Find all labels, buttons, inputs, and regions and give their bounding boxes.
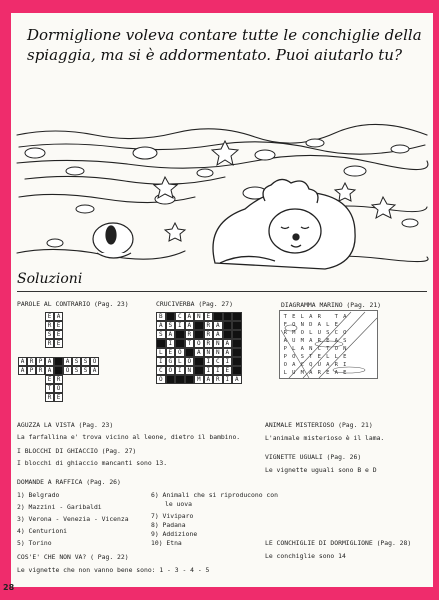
cruciverba-black-cell	[194, 321, 204, 330]
cruciverba-row	[156, 312, 242, 321]
diagramma-letter: O	[343, 330, 347, 336]
cruciverba-cell: A	[194, 348, 204, 357]
diagramma-letter: O	[292, 354, 296, 360]
diagramma-letter: Q	[309, 362, 313, 368]
grid-cell: R	[36, 366, 45, 375]
cruciverba-black-cell	[194, 357, 204, 366]
page-sheet	[11, 13, 433, 587]
cruciverba-black-cell	[232, 348, 242, 357]
domanda-answer: 10) Etna	[151, 539, 182, 547]
cruciverba-black-cell	[223, 321, 233, 330]
cruciverba-cell: A	[213, 330, 223, 339]
cruciverba-cell: I	[175, 321, 185, 330]
domanda-answer: 5) Torino	[17, 539, 52, 547]
grid-cell: O	[90, 357, 99, 366]
cruciverba-black-cell	[223, 312, 233, 321]
diagramma-letter: I	[343, 362, 347, 368]
cruciverba-row	[156, 366, 242, 375]
cruciverba-row	[156, 357, 242, 366]
diagramma-row	[281, 353, 375, 361]
domanda-answer: 1) Belgrado	[17, 491, 60, 499]
cruciverba-black-cell	[185, 375, 195, 384]
cruciverba-cell: A	[223, 339, 233, 348]
animale-label: ANIMALE MISTERIOSO (Pag. 21)	[265, 421, 373, 429]
diagramma-letter: T	[283, 314, 287, 320]
diagramma-letter: O	[292, 322, 296, 328]
diagramma-letter: L	[292, 346, 296, 352]
cruciverba-cell: A	[204, 375, 214, 384]
diagramma-letter: C	[334, 330, 338, 336]
cruciverba-cell: A	[156, 321, 166, 330]
conchiglie-text: Le conchiglie sono 14	[265, 552, 346, 560]
cruciverba-row	[156, 330, 242, 339]
cruciverba-cell: I	[204, 357, 214, 366]
parole-al-contrario-label: PAROLE AL CONTRARIO (Pag. 23)	[17, 300, 129, 308]
cruciverba-black-cell	[232, 366, 242, 375]
cruciverba-cell: E	[166, 348, 176, 357]
diagramma-letter	[324, 313, 333, 321]
diagramma-letter: E	[343, 354, 347, 360]
cruciverba-cell: R	[213, 375, 223, 384]
diagramma-letter: C	[317, 346, 321, 352]
diagramma-letter	[341, 321, 350, 329]
grid-cell: E	[45, 375, 54, 384]
diagramma-letter: E	[326, 370, 330, 376]
grid-cell: P	[36, 357, 45, 366]
diagramma-letter: L	[326, 354, 330, 360]
cruciverba-black-cell	[175, 339, 185, 348]
domanda-answer: 8) Padana	[151, 521, 186, 529]
cruciverba-cell: I	[223, 375, 233, 384]
cruciverba-cell: C	[175, 312, 185, 321]
diagramma-row	[281, 321, 375, 329]
grid-cell: R	[45, 321, 54, 330]
conchiglie-label: LE CONCHIGLIE DI DORMIGLIONE (Pag. 28)	[265, 539, 412, 547]
grid-cell: S	[81, 357, 90, 366]
diagramma-letter: A	[317, 322, 321, 328]
grid-cell: O	[63, 366, 72, 375]
cruciverba-black-cell	[232, 321, 242, 330]
diagramma-letter: L	[300, 314, 304, 320]
cruciverba-black-cell	[175, 330, 185, 339]
diagramma-letter: F	[283, 322, 287, 328]
cruciverba-cell: I	[156, 357, 166, 366]
cruciverba-cell: O	[194, 339, 204, 348]
diagramma-letter: A	[343, 314, 347, 320]
grid-cell: A	[18, 357, 27, 366]
cruciverba-cell: S	[156, 330, 166, 339]
grid-cell-black	[54, 366, 63, 375]
cruciverba-black-cell	[166, 375, 176, 384]
cruciverba-cell: I	[213, 366, 223, 375]
diagramma-row	[281, 369, 375, 377]
diagramma-letter: E	[317, 354, 321, 360]
diagramma-marino-grid	[281, 313, 375, 401]
grid-cell: E	[54, 321, 63, 330]
domanda-answer: 7) Viviparo	[151, 512, 194, 520]
cruciverba-cell: A	[232, 375, 242, 384]
grid-cell: S	[72, 366, 81, 375]
grid-cell-black	[54, 357, 63, 366]
diagramma-letter: U	[317, 330, 321, 336]
diagramma-marino-label: DIAGRAMMA MARINO (Pag. 21)	[281, 301, 382, 309]
beach-illustration	[15, 113, 429, 273]
cruciverba-black-cell	[223, 330, 233, 339]
grid-cell: R	[27, 357, 36, 366]
diagramma-letter: A	[300, 346, 304, 352]
diagramma-letter: M	[292, 330, 296, 336]
cruciverba-cell: N	[185, 366, 195, 375]
cruciverba-cell: A	[185, 312, 195, 321]
cruciverba-cell: N	[194, 312, 204, 321]
diagramma-letter: N	[300, 322, 304, 328]
diagramma-letter: S	[326, 330, 330, 336]
grid-cell: T	[45, 384, 54, 393]
cruciverba-cell: A	[213, 321, 223, 330]
diagramma-letter: A	[283, 338, 287, 344]
cruciverba-cell: M	[194, 375, 204, 384]
diagramma-letter: E	[326, 338, 330, 344]
page-number: 28	[3, 583, 15, 592]
puzzle-title: Dormiglione voleva contare tutte le conchiglie della spiaggia, ma si è addormentato. Puoi aiutarlo tu?	[27, 26, 422, 64]
diagramma-letter: L	[309, 330, 313, 336]
domanda-answer: 3) Verona - Venezia - Vicenza	[17, 515, 129, 523]
cruciverba-black-cell	[185, 348, 195, 357]
cruciverba-cell: A	[185, 321, 195, 330]
grid-cell: A	[90, 366, 99, 375]
diagramma-row	[281, 337, 375, 345]
diagramma-letter: A	[334, 338, 338, 344]
cruciverba-label: CRUCIVERBA (Pag. 27)	[156, 300, 233, 308]
diagramma-letter: R	[317, 338, 321, 344]
domanda-answer: 9) Addizione	[151, 530, 198, 538]
grid-cell: A	[18, 366, 27, 375]
diagramma-letter: U	[292, 370, 296, 376]
diagramma-letter: S	[343, 338, 347, 344]
cruciverba-cell: O	[185, 357, 195, 366]
grid-cell: A	[63, 357, 72, 366]
grid-cell: R	[45, 393, 54, 402]
diagramma-letter: E	[292, 314, 296, 320]
diagramma-letter: T	[326, 346, 330, 352]
cruciverba-black-cell	[156, 339, 166, 348]
cruciverba-cell: A	[223, 348, 233, 357]
diagramma-letter: R	[317, 314, 321, 320]
cruciverba-cell: I	[175, 366, 185, 375]
cruciverba-cell: A	[166, 330, 176, 339]
cruciverba-cell: O	[175, 348, 185, 357]
diagramma-letter: O	[334, 346, 338, 352]
cruciverba-black-cell	[194, 366, 204, 375]
diagramma-letter: A	[309, 314, 313, 320]
cruciverba-black-cell	[232, 339, 242, 348]
solutions-heading: Soluzioni	[17, 271, 83, 287]
cruciverba-cell: S	[166, 321, 176, 330]
grid-cell: E	[54, 339, 63, 348]
cruciverba-row	[156, 348, 242, 357]
grid-cell: A	[45, 357, 54, 366]
domanda-answer: le uova	[165, 500, 192, 508]
grid-cell: E	[54, 393, 63, 402]
grid-cell: S	[81, 366, 90, 375]
cruciverba-cell: R	[204, 330, 214, 339]
cruciverba-cell: N	[213, 348, 223, 357]
diagramma-letter: S	[300, 354, 304, 360]
aguzza-text: La farfallina e' trova vicino al leone, dietro il bambino.	[17, 433, 241, 441]
grid-cell: R	[54, 375, 63, 384]
diagramma-letter: A	[309, 338, 313, 344]
diagramma-letter: E	[334, 322, 338, 328]
cruciverba-cell: N	[204, 348, 214, 357]
diagramma-letter: N	[343, 346, 347, 352]
cruciverba-grid	[156, 312, 242, 384]
diagramma-row	[281, 313, 375, 321]
diagramma-letter: A	[334, 370, 338, 376]
cruciverba-cell: T	[185, 339, 195, 348]
cruciverba-cell: C	[213, 357, 223, 366]
aguzza-label: AGUZZA LA VISTA (Pag. 23)	[17, 421, 114, 429]
diagramma-letter: M	[300, 370, 304, 376]
cruciverba-cell: R	[204, 321, 214, 330]
cruciverba-row	[156, 375, 242, 384]
diagramma-letter: R	[283, 330, 287, 336]
diagramma-letter: U	[317, 362, 321, 368]
grid-cell: S	[72, 357, 81, 366]
cruciverba-cell: I	[223, 357, 233, 366]
diagramma-letter: O	[283, 362, 287, 368]
domande-label: DOMANDE A RAFFICA (Pag. 26)	[17, 478, 121, 486]
grid-cell: E	[54, 330, 63, 339]
domanda-answer: 2) Mazzini - Garibaldi	[17, 503, 102, 511]
diagramma-letter: A	[309, 370, 313, 376]
cruciverba-cell: B	[156, 312, 166, 321]
cruciverba-row	[156, 321, 242, 330]
cruciverba-black-cell	[194, 330, 204, 339]
blocchi-text: I blocchi di ghiaccio mancanti sono 13.	[17, 459, 168, 467]
grid-cell: A	[54, 312, 63, 321]
cruciverba-cell: I	[204, 366, 214, 375]
diagramma-row	[281, 329, 375, 337]
diagramma-letter: L	[283, 370, 287, 376]
diagramma-letter	[349, 321, 358, 329]
cruciverba-black-cell	[166, 312, 176, 321]
cruciverba-black-cell	[175, 375, 185, 384]
cruciverba-black-cell	[232, 357, 242, 366]
cose-label: COS'E' CHE NON VA? ( Pag. 22)	[17, 553, 129, 561]
diagramma-letter: R	[334, 362, 338, 368]
cruciverba-cell: L	[175, 357, 185, 366]
diagramma-letter: C	[300, 362, 304, 368]
diagramma-letter: R	[317, 370, 321, 376]
cruciverba-cell: O	[166, 366, 176, 375]
diagramma-letter: T	[309, 354, 313, 360]
diagramma-letter: U	[292, 338, 296, 344]
cruciverba-black-cell	[213, 312, 223, 321]
cruciverba-cell: G	[166, 357, 176, 366]
diagramma-letter: N	[309, 346, 313, 352]
vignette-text: Le vignette uguali sono B e D	[265, 466, 377, 474]
cruciverba-black-cell	[232, 330, 242, 339]
grid-cell: A	[45, 366, 54, 375]
grid-cell: S	[45, 330, 54, 339]
cruciverba-cell: C	[156, 366, 166, 375]
blocchi-label: I BLOCCHI DI GHIACCIO (Pag. 27)	[17, 447, 137, 455]
diagramma-letter: D	[309, 322, 313, 328]
diagramma-letter: P	[283, 346, 287, 352]
cruciverba-black-cell	[232, 312, 242, 321]
domanda-answer: 4) Centurioni	[17, 527, 68, 535]
grid-cell: O	[54, 384, 63, 393]
vignette-label: VIGNETTE UGUALI (Pag. 26)	[265, 453, 362, 461]
cruciverba-cell: I	[166, 339, 176, 348]
domanda-answer: 6) Animali che si riproducono con	[151, 491, 278, 499]
diagramma-letter: T	[334, 314, 338, 320]
grid-cell: R	[45, 339, 54, 348]
grid-cell: P	[27, 366, 36, 375]
diagramma-row	[281, 361, 375, 369]
cruciverba-cell: O	[156, 375, 166, 384]
diagramma-row	[281, 345, 375, 353]
diagramma-letter: A	[326, 362, 330, 368]
cruciverba-cell: L	[156, 348, 166, 357]
solutions-divider	[17, 291, 427, 292]
diagramma-letter: E	[343, 370, 347, 376]
diagramma-letter: P	[283, 354, 287, 360]
diagramma-letter: L	[326, 322, 330, 328]
diagramma-letter: L	[334, 354, 338, 360]
diagramma-letter: A	[292, 362, 296, 368]
cruciverba-cell: N	[213, 339, 223, 348]
diagramma-letter: M	[300, 338, 304, 344]
cruciverba-row	[156, 339, 242, 348]
cruciverba-cell: R	[185, 330, 195, 339]
animale-text: L'animale misterioso è il lama.	[265, 434, 385, 442]
grid-cell: E	[45, 312, 54, 321]
cruciverba-cell: R	[204, 339, 214, 348]
cose-text: Le vignette che non vanno bene sono: 1 - 3 - 4 - 5	[17, 566, 210, 574]
cruciverba-cell: E	[223, 366, 233, 375]
cruciverba-cell: E	[204, 312, 214, 321]
diagramma-letter: O	[300, 330, 304, 336]
